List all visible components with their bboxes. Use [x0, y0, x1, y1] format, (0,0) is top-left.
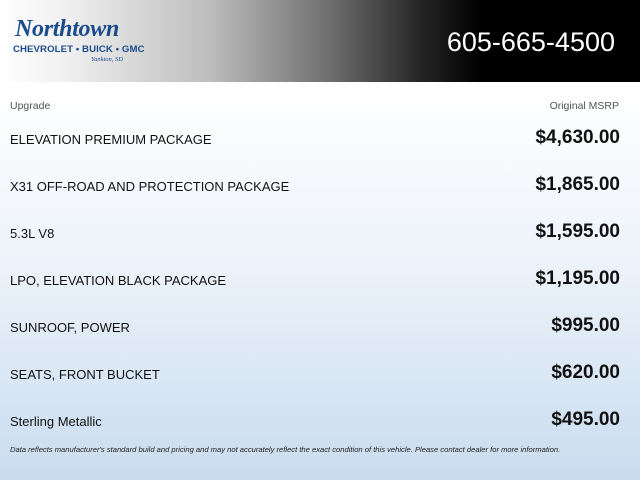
logo-brands: CHEVROLET • BUICK • GMC: [13, 44, 145, 55]
column-header-msrp: Original MSRP: [549, 100, 619, 112]
upgrade-name: ELEVATION PREMIUM PACKAGE: [10, 132, 212, 147]
upgrade-name: 5.3L V8: [10, 226, 55, 241]
upgrade-price: $1,595.00: [535, 221, 620, 242]
logo-city: Yankton, SD: [91, 56, 123, 63]
upgrade-name: LPO, ELEVATION BLACK PACKAGE: [10, 273, 227, 288]
upgrade-row: [0, 312, 640, 342]
upgrade-row: [0, 359, 640, 389]
upgrade-row: [0, 218, 640, 248]
page-header: [0, 0, 640, 82]
upgrade-price: $995.00: [551, 315, 620, 336]
upgrade-row: [0, 265, 640, 295]
upgrade-price: $620.00: [551, 362, 620, 383]
dealer-phone-number[interactable]: 605-665-4500: [446, 27, 615, 57]
dealer-logo[interactable]: [13, 16, 145, 64]
upgrade-price: $1,195.00: [535, 268, 620, 289]
upgrade-name: Sterling Metallic: [10, 414, 102, 429]
upgrade-price: $1,865.00: [535, 174, 620, 195]
upgrade-price: $4,630.00: [535, 127, 620, 148]
column-header-upgrade: Upgrade: [10, 100, 51, 112]
upgrade-name: X31 OFF-ROAD AND PROTECTION PACKAGE: [10, 179, 290, 194]
upgrade-price: $495.00: [551, 409, 620, 430]
upgrade-name: SEATS, FRONT BUCKET: [10, 367, 160, 382]
upgrade-name: SUNROOF, POWER: [10, 320, 130, 335]
logo-wordmark: Northtown: [15, 16, 120, 42]
upgrade-row: [0, 124, 640, 154]
upgrade-row: [0, 171, 640, 201]
pricing-disclaimer: Data reflects manufacturer's standard build and pricing and may not accurately reflect the exact condition of this vehicle. Please contact dealer for more information.: [10, 445, 561, 454]
upgrade-row: [0, 406, 640, 436]
